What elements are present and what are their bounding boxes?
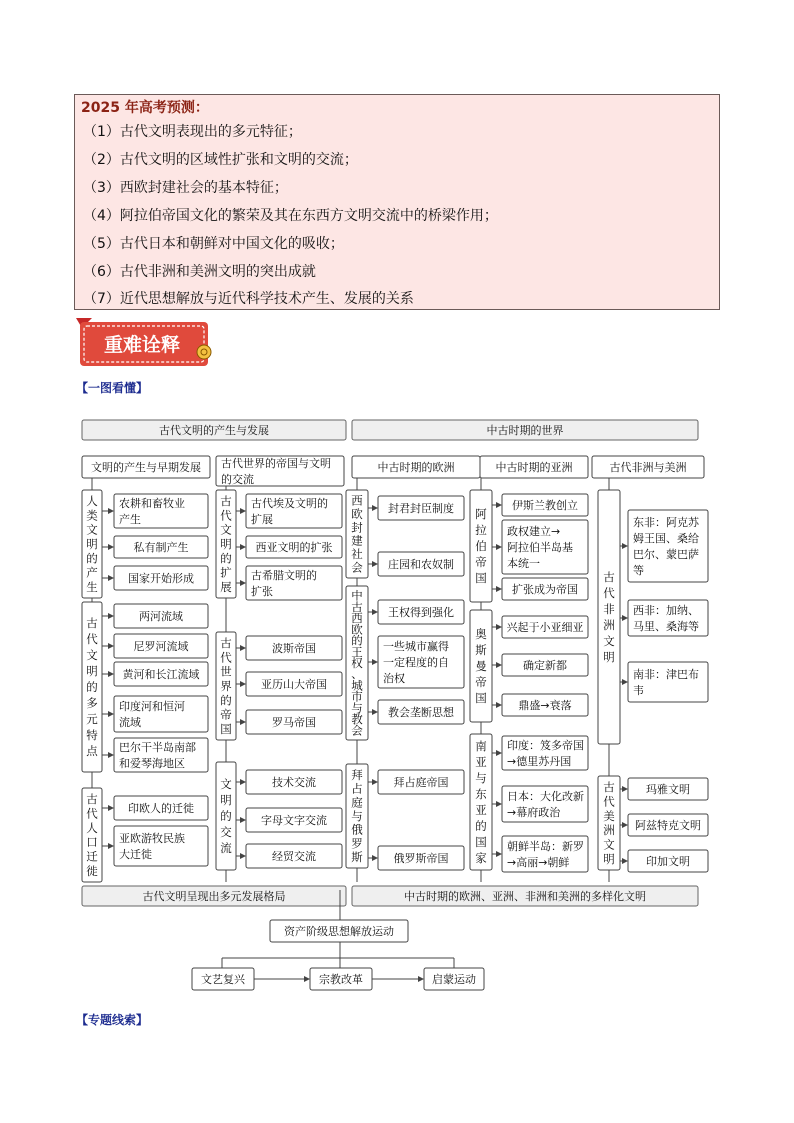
vertical-char: 明 [603, 851, 615, 866]
arrow-head [108, 752, 114, 758]
vertical-char: 明 [603, 650, 615, 664]
col-header-c [352, 456, 480, 478]
arrow-head [622, 786, 628, 792]
group-label [82, 788, 102, 882]
vertical-char: 多 [86, 696, 98, 710]
forecast-item: （2）古代文明的区域性扩张和文明的交流； [83, 152, 358, 168]
box-text: 韦 [633, 684, 644, 697]
vertical-char: 中 [351, 588, 363, 603]
item-box [378, 600, 464, 624]
item-box [628, 510, 708, 582]
footer-left [82, 886, 346, 906]
vertical-char: 欧 [351, 622, 363, 637]
vertical-char: 文 [86, 522, 98, 537]
section-banner [76, 318, 212, 368]
vertical-char: 庭 [351, 795, 363, 810]
arrow-head [496, 586, 502, 592]
item-box [502, 836, 588, 872]
arrow-head [240, 645, 246, 651]
vertical-char: 特 [86, 728, 98, 742]
vertical-char: 家 [475, 851, 487, 865]
vertical-char: 国 [475, 691, 487, 705]
vertical-char: 教 [351, 712, 363, 727]
vertical-char: 文 [603, 634, 615, 648]
arrow-head [108, 544, 114, 550]
group-label [216, 762, 236, 870]
vertical-char: 西 [351, 493, 363, 508]
item-box [378, 636, 464, 688]
group-label [346, 586, 368, 740]
vertical-char: 西 [351, 611, 363, 626]
section-title-clues: 【专题线索】 [76, 1013, 149, 1027]
vertical-char: 非 [603, 602, 615, 616]
item-box [114, 536, 208, 558]
vertical-char: 古 [603, 780, 615, 795]
item-box [502, 694, 588, 716]
box-text: 文明的产生与早期发展 [91, 461, 201, 474]
vertical-char: 界 [220, 679, 232, 693]
box-text: 古代文明呈现出多元发展格局 [142, 890, 286, 903]
vertical-char: 南 [475, 739, 487, 753]
vertical-char: 明 [86, 664, 98, 678]
vertical-char: 的 [475, 819, 487, 833]
vertical-char: 封 [351, 520, 363, 535]
box-text: 大迁徙 [119, 848, 152, 861]
arrow-head [240, 580, 246, 586]
arrow-head [496, 801, 502, 807]
box-text: 兴起于小亚细亚 [506, 621, 584, 634]
vertical-char: 人 [86, 820, 98, 835]
vertical-char: 展 [220, 579, 232, 594]
vertical-char: 徙 [86, 863, 98, 878]
bottom-reformation [310, 968, 372, 990]
arrow-head [240, 779, 246, 785]
item-box [378, 846, 464, 870]
vertical-char: 的 [220, 809, 232, 823]
vertical-char: 王 [351, 644, 363, 659]
group-label [470, 734, 492, 870]
arrow-head [622, 679, 628, 685]
box-text: 扩展 [251, 513, 273, 526]
item-box [246, 844, 342, 868]
arrow-head [108, 711, 114, 717]
arrow-head [108, 671, 114, 677]
arrow-head [496, 662, 502, 668]
vertical-char: 会 [351, 560, 363, 575]
vertical-char: 代 [603, 794, 615, 809]
center-node [270, 920, 408, 942]
box-text: 波斯帝国 [272, 642, 316, 655]
box-text: 姆王国、桑给 [633, 532, 699, 545]
box-text: 中古时期的世界 [486, 424, 564, 437]
vertical-char: 明 [220, 793, 232, 807]
box-text: 古代埃及文明的 [251, 497, 328, 510]
vertical-char: 帝 [475, 555, 487, 569]
col-header-b [216, 456, 344, 486]
box-text: 产生 [119, 513, 141, 526]
box-text: 印欧人的迁徙 [128, 802, 194, 815]
vertical-char: 俄 [351, 822, 363, 837]
arrow-head [496, 544, 502, 550]
box-text: 封君封臣制度 [388, 502, 454, 515]
arrow-head [108, 643, 114, 649]
vertical-char: 的 [86, 551, 98, 566]
box-text: 古代世界的帝国与文明 [221, 457, 331, 470]
vertical-char: 拜 [351, 767, 363, 782]
arrow-head [372, 779, 378, 785]
vertical-char: 元 [86, 712, 98, 726]
arrow-head [108, 843, 114, 849]
box-text: 中古时期的欧洲 [377, 461, 455, 474]
section-title-diagram: 【一图看懂】 [76, 381, 149, 395]
vertical-char: 产 [86, 565, 98, 580]
vertical-char: 亚 [475, 803, 487, 817]
box-text: 启蒙运动 [432, 973, 476, 986]
item-box [246, 566, 342, 600]
vertical-char: 与 [351, 809, 363, 823]
arrow-head [240, 544, 246, 550]
vertical-char: 国 [475, 835, 487, 849]
vertical-char: 文 [220, 522, 232, 537]
box-text: 教会垄断思想 [388, 706, 454, 719]
box-text: 扩张成为帝国 [512, 583, 578, 596]
box-text: 国家开始形成 [128, 572, 194, 585]
box-text: 巴尔干半岛南部 [119, 741, 196, 754]
box-text: 古代文明的产生与发展 [159, 424, 269, 437]
item-box [114, 796, 208, 820]
vertical-char: 美 [603, 808, 615, 823]
box-text: 东非：阿克苏 [633, 516, 699, 529]
arrow-head [372, 855, 378, 861]
arrow-head [240, 719, 246, 725]
vertical-char: 明 [86, 537, 98, 551]
box-text: 等 [633, 564, 644, 577]
vertical-char: 与 [475, 771, 487, 785]
vertical-char: 帝 [220, 707, 232, 722]
arrow-head [496, 624, 502, 630]
vertical-char: 亚 [475, 755, 487, 769]
header-left [82, 420, 346, 440]
arrow-head [108, 575, 114, 581]
box-text: 朝鲜半岛：新罗 [507, 840, 584, 853]
arrow-head [622, 822, 628, 828]
vertical-char: 阿 [475, 507, 487, 521]
box-text: 庄园和农奴制 [388, 558, 454, 571]
item-box [114, 826, 208, 866]
arrow-head [240, 508, 246, 514]
col-header-d [480, 456, 588, 478]
box-text: 巴尔、蒙巴萨 [633, 548, 699, 561]
group-label [82, 490, 102, 598]
vertical-char: 与 [351, 700, 363, 715]
vertical-char: 明 [220, 537, 232, 551]
col-header-a [82, 456, 210, 478]
vertical-char: 交 [220, 825, 232, 839]
arrow-head [372, 561, 378, 567]
box-text: 罗马帝国 [272, 716, 316, 729]
group-label [216, 490, 236, 598]
vertical-char: 文 [603, 837, 615, 852]
box-text: 一些城市赢得 [383, 640, 449, 653]
box-text: 印度：笈多帝国 [507, 739, 584, 752]
arrow-head [108, 508, 114, 514]
vertical-char: 洲 [603, 618, 615, 632]
vertical-char: 古 [220, 636, 232, 651]
arrow-head [372, 505, 378, 511]
arrow-head [240, 853, 246, 859]
box-text: 中古时期的亚洲 [495, 461, 573, 474]
vertical-char: 代 [86, 806, 98, 821]
group-label [470, 490, 492, 602]
vertical-char: 建 [351, 533, 363, 548]
arrow-head [108, 613, 114, 619]
box-text: 尼罗河流域 [133, 640, 189, 653]
box-text: 技术交流 [272, 776, 316, 789]
vertical-char: 帝 [475, 675, 487, 689]
item-box [628, 814, 708, 836]
box-text: 拜占庭帝国 [393, 776, 449, 789]
item-box [246, 710, 342, 734]
item-box [114, 738, 208, 772]
bottom-enlightenment [424, 968, 484, 990]
forecast-item: （1）古代文明表现出的多元特征； [83, 124, 302, 140]
box-text: 中古时期的欧洲、亚洲、非洲和美洲的多样化文明 [404, 890, 646, 903]
vertical-char: 伯 [475, 539, 487, 553]
item-box [502, 786, 588, 822]
box-text: 阿拉伯半岛基 [507, 541, 573, 554]
arrow-head [108, 805, 114, 811]
box-text: 确定新都 [523, 659, 567, 672]
vertical-char: 、 [351, 667, 363, 682]
vertical-char: 类 [86, 508, 98, 523]
vertical-char: 文 [220, 777, 232, 791]
box-text: 经贸交流 [272, 850, 316, 863]
vertical-char: 世 [220, 664, 232, 679]
item-box [114, 662, 208, 686]
vertical-char: 古 [86, 616, 98, 630]
box-text: 亚历山大帝国 [261, 678, 327, 691]
arrow-head [240, 817, 246, 823]
box-text: 玛雅文明 [646, 783, 690, 796]
vertical-char: 扩 [220, 565, 232, 580]
arrow-head [496, 851, 502, 857]
group-label [598, 490, 620, 744]
forecast-box [74, 94, 720, 310]
vertical-char: 代 [603, 586, 615, 600]
concept-map [0, 410, 794, 1015]
forecast-item: （4）阿拉伯帝国文化的繁荣及其在东西方文明交流中的桥梁作用； [83, 208, 498, 224]
item-box [114, 566, 208, 590]
vertical-char: 会 [351, 723, 363, 738]
box-text: 政权建立→ [507, 525, 561, 538]
vertical-char: 古 [603, 570, 615, 584]
vertical-char: 奥 [475, 627, 487, 641]
box-text: 王权得到强化 [388, 606, 454, 619]
arrow-head [622, 615, 628, 621]
vertical-char: 生 [86, 579, 98, 594]
item-box [246, 672, 342, 696]
group-label [216, 632, 236, 740]
item-box [246, 636, 342, 660]
vertical-char: 市 [351, 689, 363, 704]
forecast-item: （6）古代非洲和美洲文明的突出成就 [83, 264, 316, 280]
arrow-head [622, 543, 628, 549]
item-box [246, 494, 342, 528]
vertical-char: 的 [351, 633, 363, 648]
item-box [114, 604, 208, 628]
group-label [346, 490, 368, 578]
item-box [502, 654, 588, 676]
vertical-char: 城 [351, 678, 363, 693]
item-box [246, 808, 342, 832]
vertical-char: 权 [351, 656, 363, 670]
item-box [628, 778, 708, 800]
vertical-char: 拉 [475, 523, 487, 537]
item-box [114, 634, 208, 658]
vertical-char: 国 [475, 571, 487, 585]
box-text: 西非：加纳、 [633, 604, 699, 617]
group-label [346, 764, 368, 868]
box-text: 古代非洲与美洲 [609, 461, 687, 474]
item-box [502, 616, 588, 638]
vertical-char: 占 [351, 781, 363, 796]
vertical-char: 曼 [475, 659, 487, 673]
vertical-char: 洲 [603, 823, 615, 838]
vertical-char: 点 [86, 744, 98, 758]
arrow-head [372, 659, 378, 665]
forecast-item: （3）西欧封建社会的基本特征； [83, 180, 288, 196]
item-box [378, 552, 464, 576]
vertical-char: 古 [351, 599, 363, 614]
box-text: 和爱琴海地区 [119, 757, 185, 770]
box-text: 扩张 [251, 585, 273, 598]
vertical-char: 罗 [351, 836, 363, 851]
bottom-renaissance [192, 968, 254, 990]
group-label [82, 602, 102, 772]
box-text: 南非：津巴布 [633, 668, 699, 681]
vertical-char: 古 [220, 494, 232, 509]
item-box [378, 770, 464, 794]
forecast-item: （5）古代日本和朝鲜对中国文化的吸收； [83, 236, 344, 252]
vertical-char: 国 [220, 721, 232, 736]
arrow-head [372, 609, 378, 615]
arrow-head [496, 702, 502, 708]
box-text: 印加文明 [646, 855, 690, 868]
item-box [628, 850, 708, 872]
vertical-char: 东 [475, 787, 487, 801]
group-label [470, 610, 492, 722]
forecast-item: （7）近代思想解放与近代科学技术产生、发展的关系 [83, 291, 414, 307]
box-text: →高丽→朝鲜 [507, 856, 570, 869]
box-text: 印度河和恒河 [119, 700, 185, 713]
box-text: 亚欧游牧民族 [119, 832, 185, 845]
vertical-char: 的 [86, 680, 98, 694]
vertical-char: 斯 [351, 850, 363, 865]
vertical-char: 流 [220, 841, 232, 855]
box-text: 黄河和长江流域 [122, 668, 200, 681]
box-text: 农耕和畜牧业 [119, 497, 185, 510]
item-box [628, 662, 708, 702]
box-text: 伊斯兰教创立 [512, 499, 578, 512]
arrow-head [304, 976, 310, 982]
item-box [246, 770, 342, 794]
item-box [114, 696, 208, 732]
box-text: 日本：大化改新 [507, 790, 584, 803]
box-text: 古希腊文明的 [251, 569, 317, 582]
box-text: 俄罗斯帝国 [393, 852, 449, 865]
vertical-char: 迁 [86, 849, 98, 864]
box-text: 两河流域 [139, 610, 183, 623]
vertical-char: 口 [86, 835, 98, 850]
vertical-char: 斯 [475, 643, 487, 657]
box-text: 私有制产生 [133, 541, 189, 554]
vertical-char: 文 [86, 648, 98, 662]
forecast-title: 2025 年高考预测： [81, 100, 209, 116]
vertical-char: 的 [220, 551, 232, 566]
item-box [378, 700, 464, 724]
arrow-head [418, 976, 424, 982]
box-text: 流域 [119, 716, 141, 729]
arrow-head [240, 681, 246, 687]
header-right [352, 420, 698, 440]
box-text: 阿兹特克文明 [635, 819, 701, 832]
col-header-e [592, 456, 704, 478]
box-text: 一定程度的自 [383, 656, 449, 669]
item-box [378, 496, 464, 520]
vertical-char: 代 [220, 650, 232, 665]
box-text: 字母文字交流 [261, 814, 327, 827]
vertical-char: 人 [86, 494, 98, 509]
item-box [628, 600, 708, 636]
group-label [598, 776, 620, 870]
item-box [246, 536, 342, 558]
vertical-char: 代 [86, 632, 98, 646]
box-text: 宗教改革 [319, 973, 363, 986]
vertical-char: 欧 [351, 507, 363, 521]
item-box [502, 736, 588, 770]
arrow-head [496, 750, 502, 756]
box-text: 的交流 [221, 473, 254, 486]
box-text: 马里、桑海等 [633, 620, 699, 633]
box-text: →幕府政治 [507, 806, 561, 819]
box-text: 治权 [383, 672, 405, 685]
arrow-head [372, 709, 378, 715]
box-text: 鼎盛→衰落 [518, 699, 572, 712]
item-box [114, 494, 208, 528]
box-text: →德里苏丹国 [507, 755, 572, 768]
box-text: 资产阶级思想解放运动 [284, 925, 394, 938]
vertical-char: 代 [220, 508, 232, 523]
item-box [502, 494, 588, 516]
item-box [502, 578, 588, 600]
footer-right [352, 886, 698, 906]
vertical-char: 古 [86, 792, 98, 807]
box-text: 西亚文明的扩张 [255, 541, 333, 554]
box-text: 本统一 [507, 557, 540, 570]
banner-label: 重难诠释 [103, 334, 181, 356]
vertical-char: 社 [351, 547, 363, 561]
item-box [502, 520, 588, 574]
arrow-head [622, 858, 628, 864]
vertical-char: 的 [220, 693, 232, 708]
arrow-head [496, 502, 502, 508]
box-text: 文艺复兴 [201, 973, 245, 986]
